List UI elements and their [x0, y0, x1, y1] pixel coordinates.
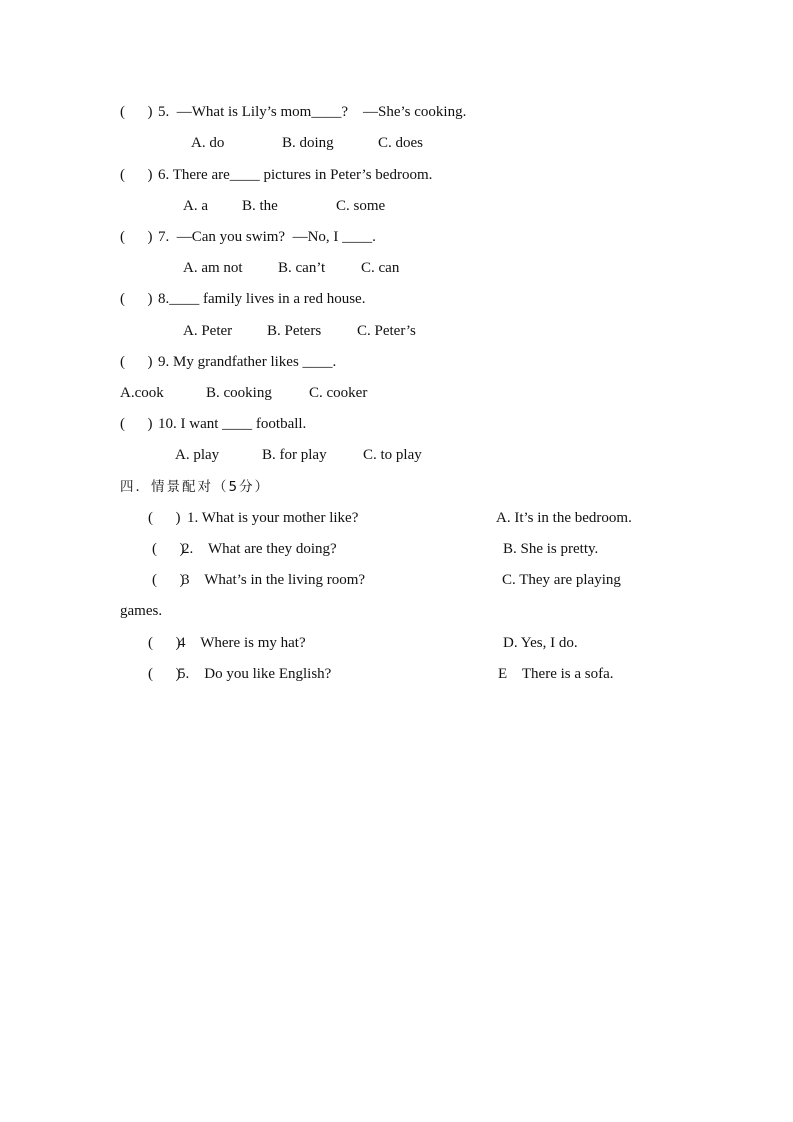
question-7-option-b: B. can’t: [278, 260, 326, 276]
match-3-paren: ( ): [152, 572, 185, 588]
match-3-question: 3 What’s in the living room?: [182, 572, 366, 588]
match-5-paren: ( ): [148, 666, 181, 682]
question-8-stem: 8.____ family lives in a red house.: [158, 291, 366, 307]
match-2-question: 2. What are they doing?: [182, 541, 337, 557]
question-7-stem: 7. —Can you swim? —No, I ____.: [158, 229, 376, 245]
match-answer-d: D. Yes, I do.: [503, 635, 578, 651]
match-1-question: 1. What is your mother like?: [187, 510, 359, 526]
question-5-option-c: C. does: [378, 135, 423, 151]
question-9-option-a: A.cook: [120, 385, 164, 401]
match-1-paren: ( ): [148, 510, 181, 526]
match-2-paren: ( ): [152, 541, 185, 557]
question-7-option-a: A. am not: [183, 260, 243, 276]
question-6-paren: ( ): [120, 167, 153, 183]
match-answer-a: A. It’s in the bedroom.: [496, 510, 632, 526]
question-5-stem: 5. —What is Lily’s mom____? —She’s cooking.: [158, 104, 467, 120]
question-6-option-a: A. a: [183, 198, 208, 214]
question-10-stem: 10. I want ____ football.: [158, 416, 307, 432]
question-5-option-b: B. doing: [282, 135, 334, 151]
question-8-option-b: B. Peters: [267, 323, 322, 339]
question-10-option-a: A. play: [175, 447, 220, 463]
question-8-option-c: C. Peter’s: [357, 323, 416, 339]
question-9-paren: ( ): [120, 354, 153, 370]
match-answer-c-continuation: games.: [120, 603, 163, 619]
match-answer-c: C. They are playing: [502, 572, 621, 588]
match-4-question: 4 Where is my hat?: [178, 635, 306, 651]
question-6-option-b: B. the: [242, 198, 278, 214]
match-4-paren: ( ): [148, 635, 181, 651]
question-9-stem: 9. My grandfather likes ____.: [158, 354, 337, 370]
question-10-paren: ( ): [120, 416, 153, 432]
question-6-stem: 6. There are____ pictures in Peter’s bedroom.: [158, 167, 433, 183]
question-7-paren: ( ): [120, 229, 153, 245]
match-answer-b: B. She is pretty.: [503, 541, 599, 557]
question-10-option-b: B. for play: [262, 447, 327, 463]
question-8-option-a: A. Peter: [183, 323, 233, 339]
question-10-option-c: C. to play: [363, 447, 422, 463]
question-9-option-c: C. cooker: [309, 385, 368, 401]
match-5-question: 5. Do you like English?: [178, 666, 332, 682]
question-8-paren: ( ): [120, 291, 153, 307]
question-5-paren: ( ): [120, 104, 153, 120]
match-answer-e: E There is a sofa.: [498, 666, 614, 682]
question-5-option-a: A. do: [191, 135, 225, 151]
question-9-option-b: B. cooking: [206, 385, 272, 401]
question-7-option-c: C. can: [361, 260, 400, 276]
section-4-heading: 四．情景配对（5分）: [120, 479, 271, 495]
question-6-option-c: C. some: [336, 198, 386, 214]
